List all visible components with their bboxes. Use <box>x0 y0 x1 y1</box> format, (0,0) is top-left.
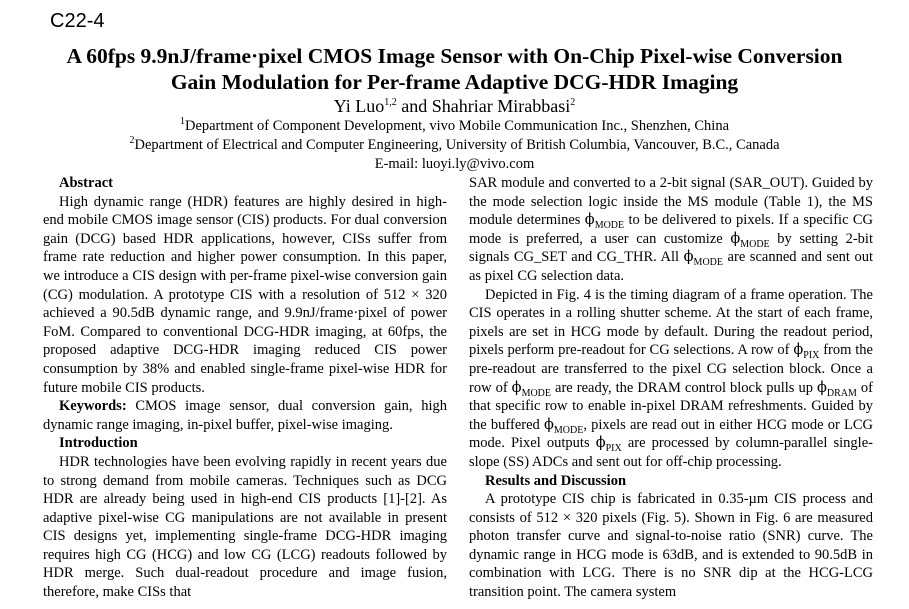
affil-text: Department of Electrical and Computer Engineering, University of British Columbia, Vancouver, B.C., Canada <box>134 137 780 153</box>
timing-paragraph <box>469 286 873 472</box>
title-line-1: A 60fps 9.9nJ/frame·pixel CMOS Image Sensor with On-Chip Pixel-wise Conversion <box>66 44 843 68</box>
introduction-text: HDR technologies have been evolving rapidly in recent years due to strong demand from mobile cameras. Techniques such as DCG HDR are already being used in high-end CIS products [1]-[2]. As adaptive pixel-wise CG manipulations are not available in present CIS designs yet, implementing single-frame DCG-HDR imaging requires high CG (HCG) and low CG (LCG) readouts followed by HDR merge. Such dual-readout procedure and image fusion, therefore, make CISs that <box>43 453 447 601</box>
subscript: MODE <box>693 257 723 269</box>
text-run: of that specific row to enable in-pixel DRAM refreshments. Guided by the buffered <box>469 379 873 433</box>
affiliation <box>0 117 909 136</box>
keywords-text: CMOS image sensor, dual conversion gain, high dynamic range imaging, in-pixel buffer, pixel-wise imaging. <box>43 398 447 433</box>
left-column <box>43 174 447 602</box>
author-affil-sup: 2 <box>570 97 576 108</box>
text-run: to be delivered to pixels. If a specific CG mode is preferred, a user can customize <box>469 212 873 247</box>
phi-symbol: ϕ <box>683 249 694 266</box>
author-list <box>0 95 909 117</box>
affil-sup: 2 <box>129 135 135 147</box>
affil-text: Department of Component Development, vivo Mobile Communication Inc., Shenzhen, China <box>184 118 730 134</box>
results-paragraph: A prototype CIS chip is fabricated in 0.35-µm CIS process and consists of 512 × 320 pixels (Fig. 5). Shown in Fig. 6 are measured photon transfer curve and signal-to-noise ratio (SNR) curve. The dynamic range in HCG mode is 63dB, and is extended to 90.5dB in combination with LCG. There is no SNR dip at the HCG-LCG transition point. The camera system <box>469 491 873 601</box>
phi-symbol: ϕ <box>730 230 741 247</box>
phi-symbol: ϕ <box>543 416 554 433</box>
results-heading: Results and Discussion <box>485 472 627 489</box>
title-line-2: Gain Modulation for Per-frame Adaptive DCG-HDR Imaging <box>170 70 739 94</box>
text-run: Depicted in Fig. 4 is the timing diagram of a frame operation. The CIS operates in a rolling shutter scheme. At the start of each frame, pixels are set in HCG mode by default. During the readout period, pixels perform pre-readout for CG selections. A row of <box>469 286 873 359</box>
phi-symbol: ϕ <box>511 379 522 396</box>
subscript: MODE <box>740 238 770 250</box>
text-run: SAR module and converted to a 2-bit signal (SAR_OUT). Guided by the mode selection logic inside the MS module (Table 1), the MS module determines <box>469 175 873 229</box>
subscript: MODE <box>594 220 625 232</box>
paper-id: C22-4 <box>50 10 105 32</box>
paper-title <box>0 43 909 95</box>
subscript: MODE <box>553 424 584 436</box>
affil-sup: 1 <box>179 116 185 128</box>
text-run: from the pre-readout are transferred to the pixel CG selection block. Once a row of <box>469 342 873 396</box>
author-affil-sup: 1,2 <box>384 97 397 108</box>
text-run: , pixels are read out in either HCG mode or LCG mode. Pixel outputs <box>469 416 873 452</box>
phi-symbol: ϕ <box>793 342 804 359</box>
abstract-heading: Abstract <box>59 175 113 191</box>
mode-selection-paragraph <box>469 174 873 286</box>
right-column <box>469 174 873 602</box>
author-conjunction: and <box>396 96 432 116</box>
email: E-mail: luoyi.ly@vivo.com <box>374 156 535 172</box>
author-name: Shahriar Mirabbasi <box>431 96 571 116</box>
introduction-heading: Introduction <box>59 435 138 452</box>
phi-symbol: ϕ <box>816 379 827 396</box>
affiliation <box>0 136 909 155</box>
abstract-text: High dynamic range (HDR) features are highly desired in high-end mobile CMOS image sensor (CIS) products. For dual conversion gain (DCG) based HDR applications, however, CISs suffer from frame rate reduction and higher power consumption. In this paper, we introduce a CIS design with per-frame pixel-wise conversion gain (CG) modulation. A prototype CIS with a resolution of 512 × 320 achieved a 90.5dB dynamic range, and 9.9nJ/frame·pixel of power FoM. Compared to conventional DCG-HDR imaging, at 60fps, the proposed adaptive DCG-HDR imaging reduced CIS power consumption by 38% and enabled single-frame pixel-wise HDR for future mobile CIS products. <box>43 193 447 396</box>
subscript: DRAM <box>826 387 857 399</box>
text-run: are scanned and sent out as pixel CG selection data. <box>469 249 873 284</box>
phi-symbol: ϕ <box>595 435 606 452</box>
text-run: are ready, the DRAM control block pulls up <box>551 379 817 396</box>
subscript: PIX <box>803 350 820 362</box>
author-name: Yi Luo <box>333 96 385 116</box>
keywords-label: Keywords: <box>59 398 127 415</box>
subscript: MODE <box>521 387 552 399</box>
text-run: are processed by column-parallel single-slope (SS) ADCs and sent out for off-chip processing. <box>469 435 873 470</box>
subscript: PIX <box>605 443 622 455</box>
keywords <box>43 397 447 434</box>
paper-header <box>0 43 909 174</box>
phi-symbol: ϕ <box>584 212 595 229</box>
text-run: by setting 2-bit signals CG_SET and CG_THR. All <box>469 230 873 266</box>
